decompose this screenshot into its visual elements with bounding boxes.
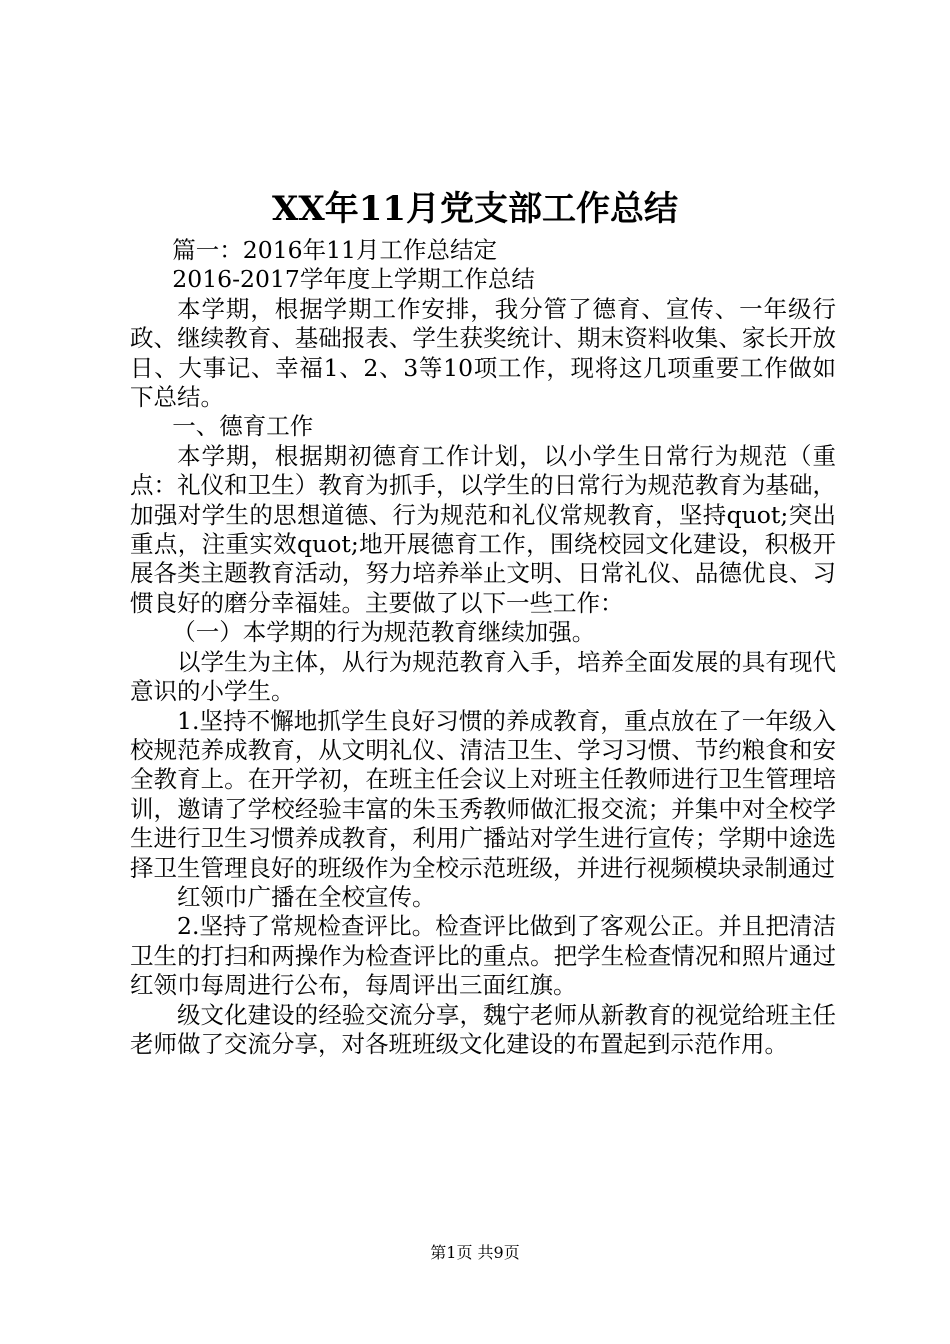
document-body [130, 236, 836, 1059]
page-footer: 第1页 共9页 [430, 1243, 520, 1262]
paragraph-subheading-behavior: （一）本学期的行为规范教育继续加强。 [172, 618, 596, 647]
paragraph-student-focus: 以学生为主体，从行为规范教育入手，培养全面发展的具有现代意识的小学生。 [130, 647, 836, 706]
paragraph-item-2: 2.坚持了常规检查评比。检查评比做到了客观公正。并且把清洁卫生的打扫和两操作为检查评比的重点。把学生检查情况和照片通过红领巾每周进行公布，每周评出三面红旗。 [130, 912, 836, 1000]
paragraph-item-1: 1.坚持不懈地抓学生良好习惯的养成教育，重点放在了一年级入校规范养成教育，从文明礼仪、清洁卫生、学习习惯、节约粮食和安全教育上。在开学初，在班主任会议上对班主任教师进行卫生管理培训，邀请了学校经验丰富的朱玉秀教师做汇报交流；并集中对全校学生进行卫生习惯养成教育，利用广播站对学生进行宣传；学期中途选择卫生管理良好的班级作为全校示范班级，并进行视频模块录制通过 [130, 706, 836, 882]
paragraph-class-culture: 级文化建设的经验交流分享，魏宁老师从新教育的视觉给班主任老师做了交流分享，对各班班级文化建设的布置起到示范作用。 [130, 1000, 836, 1058]
paragraph-broadcast: 红领巾广播在全校宣传。 [177, 882, 436, 911]
paragraph-moral-education: 本学期，根据期初德育工作计划，以小学生日常行为规范（重点：礼仪和卫生）教育为抓手，以学生的日常行为规范教育为基础，加强对学生的思想道德、行为规范和礼仪常规教育，坚持quot;突出重点，注重实效quot;地开展德育工作，围绕校园文化建设，积极开展各类主题教育活动，努力培养举止文明、日常礼仪、品德优良、习惯良好的磨分幸福娃。主要做了以下一些工作： [130, 441, 836, 617]
paragraph-section-heading: 篇一：2016年11月工作总结定 [172, 236, 498, 264]
paragraph-subtitle: 2016-2017学年度上学期工作总结 [172, 265, 535, 294]
paragraph-intro: 本学期，根据学期工作安排，我分管了德育、宣传、一年级行政、继续教育、基础报表、学生获奖统计、期末资料收集、家长开放日、大事记、幸福1、2、3等10项工作，现将这几项重要工作做如下总结。 [130, 294, 836, 412]
document-title: XX年11月党支部工作总结 [271, 189, 679, 229]
paragraph-heading-moral-education: 一、德育工作 [172, 412, 314, 441]
